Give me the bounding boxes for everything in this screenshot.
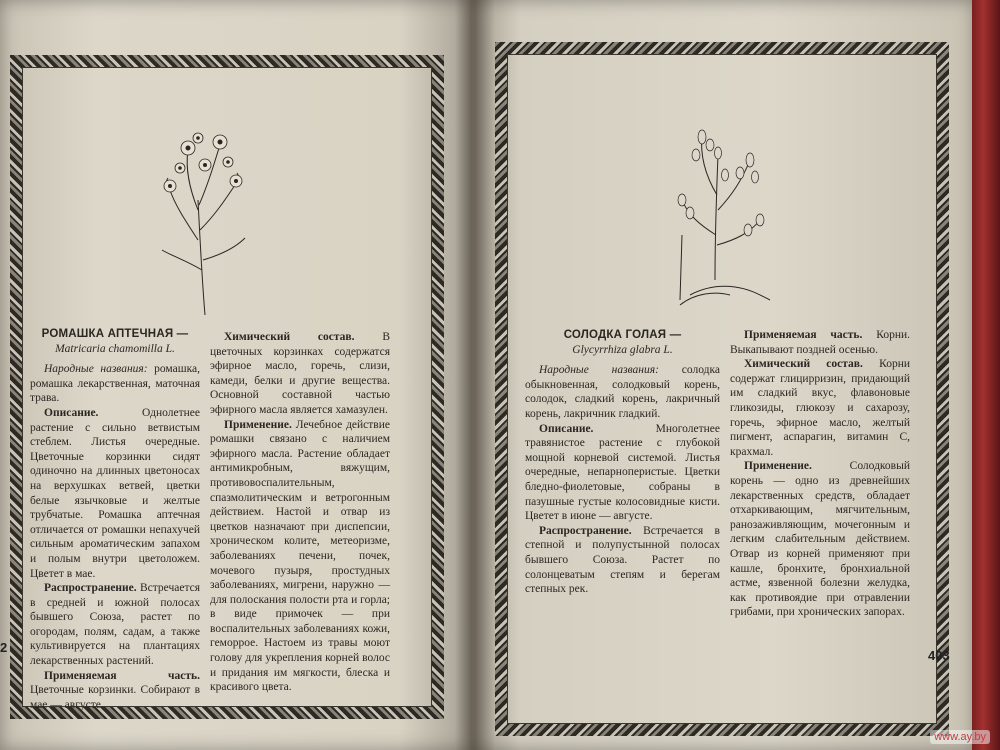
paragraph: Описание. Однолетнее растение с сильно ветвистым стеблем. Листья очередные. Цветочные корзинки сидят одиночно на длинных цветоносах на верхушках ветвей, цветки белые язычковые и желтые трубчатые. Ромашка аптечная отличается от ромашки непахучей сильным ароматическим запахом и полым внутри цветоложем. Цветет в мае.	[30, 406, 200, 580]
page-number-left: 2	[0, 640, 8, 655]
licorice-illustration	[660, 115, 780, 315]
paragraph: Применяемая часть. Цветочные корзинки. Собирают в мае — августе.	[30, 669, 200, 711]
paragraph: Применяемая часть. Корни. Выкапывают поздней осенью.	[730, 329, 910, 356]
paragraph: Народные названия: ромашка, ромашка лекарственная, маточная трава.	[30, 363, 200, 405]
book-cover-edge	[972, 0, 1000, 750]
plant-title: РОМАШКА АПТЕЧНАЯ —	[41, 328, 189, 340]
paragraph: Распространение. Встречается в средней и южной полосах бывшего Союза, растет по огородам, полям, садам, а также культивируется на плантациях лекарственных растений.	[30, 582, 200, 668]
paragraph: Описание. Многолетнее травянистое растение с глубокой мощной корневой системой. Листья очередные, непарноперистые. Цветки бледно-фиолетовые, собраны в пазушные густые колосовидные кисти. Цветет в июне — августе.	[525, 422, 720, 523]
plant-title: СОЛОДКА ГОЛАЯ —	[563, 329, 682, 341]
right-column-1	[525, 328, 720, 597]
paragraph: Распространение. Встречается в степной и полупустынной полосах бывшего Союза. Растет по солонцеватым степям и берегам степных рек.	[525, 524, 720, 596]
paragraph: Применение. Лечебное действие ромашки связано с наличием эфирного масла. Растение обладает антимикробным, вяжущим, противовоспалительным, спазмолитическим и ветрогонным действием. Настой и отвар из цветков назначают при диспепсии, хроническом колите, метеоризме, заболеваниях печени, почек, мочевого пузыря, простудных заболеваниях, мигрени, наружно — для полоскания полости рта и горла; в виде примочек — при воспалительных заболеваниях кожи, геморрое. Настоем из травы моют голову для укрепления корней волос и придания им мягкости, блеска и красивого цвета.	[210, 418, 390, 694]
left-column-2	[210, 330, 390, 695]
right-column-2	[730, 328, 910, 620]
paragraph: Химический состав. В цветочных корзинках содержатся эфирное масло, горечь, слизи, камеди, белки и другие вещества. Основной составной частью эфирного масла является хамазулен.	[210, 331, 391, 416]
plant-latin-name: Glycyrrhiza glabra L.	[572, 343, 673, 356]
chamomile-illustration	[150, 120, 260, 320]
left-column-1	[30, 327, 200, 712]
plant-latin-name: Matricaria chamomilla L.	[55, 342, 175, 355]
book-gutter	[455, 0, 495, 750]
page-number-right: 403	[928, 648, 950, 663]
watermark: www.ay.by	[930, 730, 990, 744]
paragraph: Применение. Солодковый корень — одно из древнейших лекарственных средств, обладает отхаркивающим, мягчительным, ранозаживляющим, мочегонным и легким слабительным действием. Отвар из корней применяют при кашле, бронхите, бронхиальной астме, язвенной болезни желудка, как противоядие при отравлении грибами, при хронических запорах.	[730, 460, 910, 619]
paragraph: Народные названия: солодка обыкновенная, солодковый корень, солодок, сладкий корень, лакричный корень, лакричник гладкий.	[525, 364, 720, 420]
paragraph: Химический состав. Корни содержат глицирризин, придающий им сладкий вкус, флавоновые гликозиды, глюкозу и сахарозу, горечь, эфирное масло, желтый пигмент, аспарагин, витамин С, крахмал.	[730, 358, 910, 458]
